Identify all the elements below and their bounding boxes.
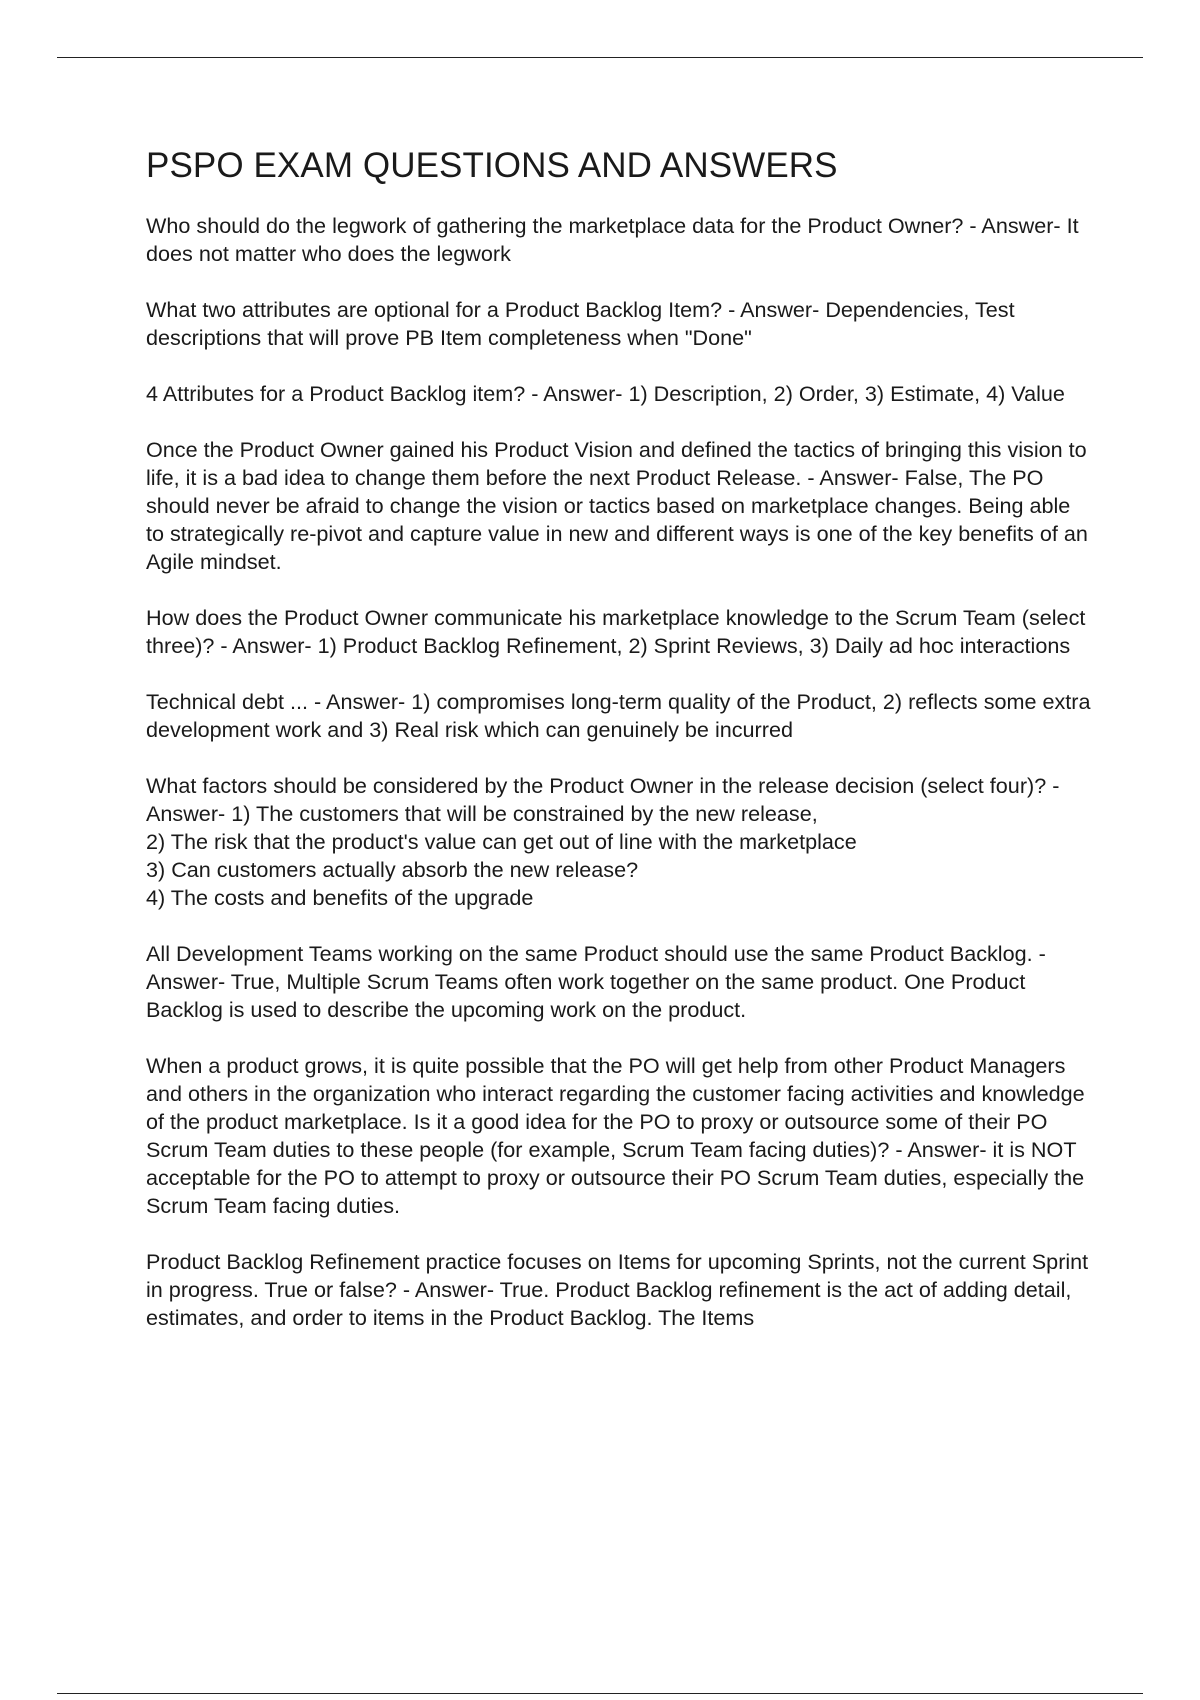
qa-entry-7-line-2: 2) The risk that the product's value can get out of line with the marketplace xyxy=(146,829,857,854)
bottom-rule xyxy=(57,1693,1143,1694)
qa-entry-6: Technical debt ... - Answer- 1) compromises long-term quality of the Product, 2) reflects some extra development work and 3) Real risk which can genuinely be incurred xyxy=(146,689,1091,742)
document-body xyxy=(146,140,1091,1360)
document-title: PSPO EXAM QUESTIONS AND ANSWERS xyxy=(146,146,838,185)
qa-entry-8: All Development Teams working on the same Product should use the same Product Backlog. - Answer- True, Multiple Scrum Teams often work together on the same product. One Product Backlog is used to describe the upcoming work on the product. xyxy=(146,941,1046,1022)
qa-entry-7 xyxy=(146,772,1091,912)
qa-entry-2: What two attributes are optional for a Product Backlog Item? - Answer- Dependencies, Test descriptions that will prove PB Item completeness when "Done" xyxy=(146,297,1015,350)
qa-entry-7-line-1: What factors should be considered by the Product Owner in the release decision (select four)? - Answer- 1) The customers that will be constrained by the new release, xyxy=(146,773,1060,826)
qa-entry-7-line-3: 3) Can customers actually absorb the new release? xyxy=(146,857,639,882)
qa-entry-3: 4 Attributes for a Product Backlog item? - Answer- 1) Description, 2) Order, 3) Estimate, 4) Value xyxy=(146,381,1065,406)
top-rule xyxy=(57,57,1143,58)
qa-entry-9: When a product grows, it is quite possible that the PO will get help from other Product Managers and others in the organization who interact regarding the customer facing activities and knowledge of the product marketplace. Is it a good idea for the PO to proxy or outsource some of their PO Scrum Team duties to these people (for example, Scrum Team facing duties)? - Answer- it is NOT acceptable for the PO to attempt to proxy or outsource their PO Scrum Team duties, especially the Scrum Team facing duties. xyxy=(146,1053,1085,1218)
qa-entry-4: Once the Product Owner gained his Product Vision and defined the tactics of bringing this vision to life, it is a bad idea to change them before the next Product Release. - Answer- False, The PO should never be afraid to change the vision or tactics based on marketplace changes. Being able to strategically re-pivot and capture value in new and different ways is one of the key benefits of an Agile mindset. xyxy=(146,437,1088,574)
qa-entry-1: Who should do the legwork of gathering the marketplace data for the Product Owner? - Answer- It does not matter who does the legwork xyxy=(146,213,1079,266)
qa-entry-10: Product Backlog Refinement practice focuses on Items for upcoming Sprints, not the current Sprint in progress. True or false? - Answer- True. Product Backlog refinement is the act of adding detail, estimates, and order to items in the Product Backlog. The Items xyxy=(146,1249,1089,1330)
qa-entry-5: How does the Product Owner communicate his marketplace knowledge to the Scrum Team (select three)? - Answer- 1) Product Backlog Refinement, 2) Sprint Reviews, 3) Daily ad hoc interactions xyxy=(146,605,1086,658)
qa-entry-7-line-4: 4) The costs and benefits of the upgrade xyxy=(146,885,534,910)
